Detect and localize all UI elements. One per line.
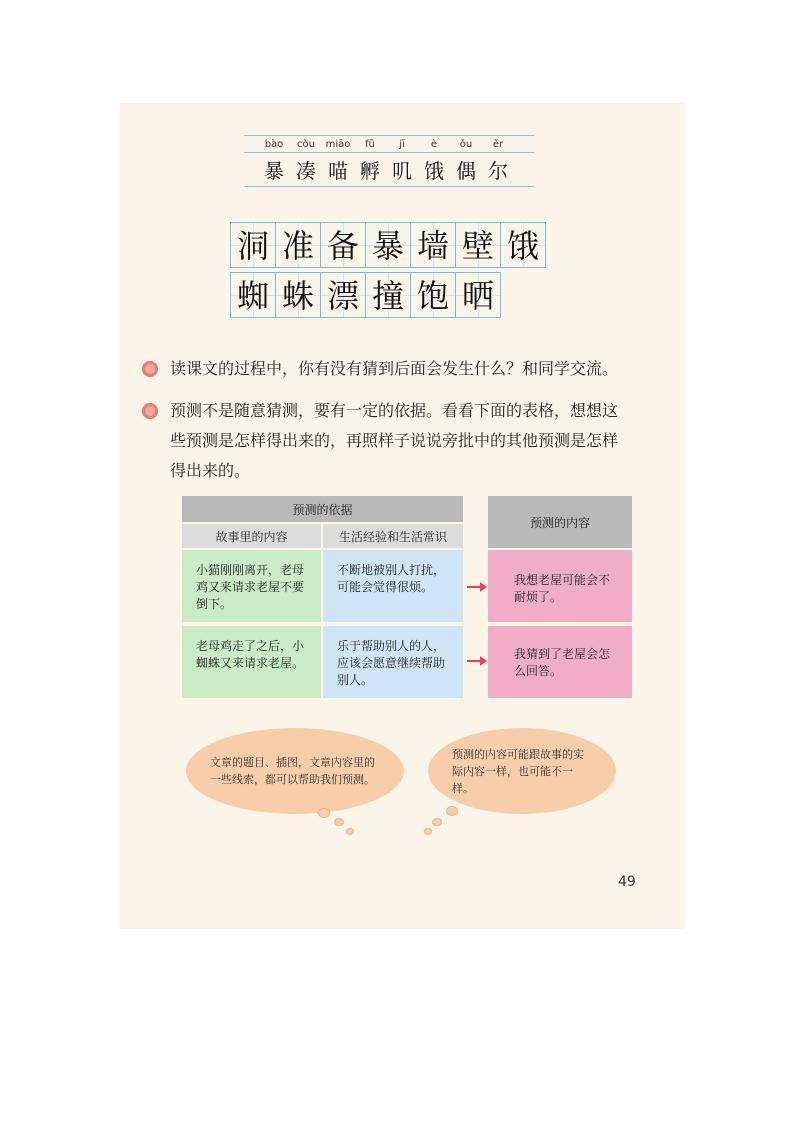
char: 壁	[461, 227, 494, 265]
question-1	[146, 354, 646, 384]
char: 晒	[461, 277, 494, 315]
hanzi-row	[258, 155, 514, 184]
grid-cell	[500, 222, 546, 268]
experience-col-header: 生活经验和生活常识	[323, 524, 463, 548]
grid-cell	[410, 222, 456, 268]
experience-cell: 乐于帮助别人的人，应该会愿意继续帮助别人。	[323, 626, 463, 698]
pinyin: còu	[297, 139, 315, 150]
hanzi: 偶	[456, 159, 476, 183]
grid-cell	[320, 272, 366, 318]
story-cell: 老母鸡走了之后，小蜘蛛又来请求老屋。	[182, 626, 321, 698]
experience-cell: 不断地被别人打扰，可能会觉得很烦。	[323, 550, 463, 622]
thought-dot	[432, 818, 442, 826]
pinyin: jī	[399, 139, 405, 150]
char: 暴	[371, 227, 404, 265]
thought-dot	[334, 818, 344, 826]
hanzi: 凑	[296, 159, 316, 183]
pinyin-rule	[244, 152, 534, 153]
question-bullet-icon	[142, 403, 158, 419]
pinyin-row	[258, 139, 514, 150]
grid-cell	[230, 272, 276, 318]
char: 备	[326, 227, 359, 265]
hanzi: 饿	[424, 159, 444, 183]
char: 漂	[326, 277, 359, 315]
char: 撞	[371, 277, 404, 315]
grid-cell	[320, 222, 366, 268]
bubble-text: 预测的内容可能跟故事的实际内容一样，也可能不一样。	[452, 747, 584, 795]
pinyin: fū	[365, 139, 375, 150]
thought-dot	[318, 808, 330, 818]
basis-header: 预测的依据	[182, 496, 463, 522]
bubble-text: 文章的题目、插图，文章内容里的一些线索，都可以帮助我们预测。	[210, 756, 375, 786]
question-text: 读课文的过程中，你有没有猜到后面会发生什么？和同学交流。	[170, 359, 619, 378]
prediction-cell: 我猜到了老屋会怎么回答。	[488, 626, 632, 698]
arrow-icon	[467, 586, 485, 588]
grid-cell	[275, 272, 321, 318]
pinyin: è	[430, 139, 438, 150]
char: 蜘	[236, 277, 269, 315]
char: 饿	[506, 227, 539, 265]
arrow-icon	[467, 660, 485, 662]
char: 蛛	[281, 277, 314, 315]
pinyin: ǒu	[459, 139, 473, 150]
question-2	[146, 396, 626, 486]
hanzi: 尔	[488, 159, 508, 183]
top-rule	[244, 135, 534, 136]
thought-dot	[346, 828, 354, 835]
hanzi: 叽	[392, 159, 412, 183]
bottom-rule	[244, 186, 534, 187]
thought-bubble	[186, 728, 404, 814]
question-bullet-icon	[142, 361, 158, 377]
thought-dot	[446, 806, 458, 816]
vocab-pinyin-band	[244, 135, 534, 189]
grid-cell	[455, 272, 501, 318]
story-col-header: 故事里的内容	[182, 524, 321, 548]
grid-cell	[365, 222, 411, 268]
grid-row-2	[230, 272, 545, 318]
pinyin: bào	[264, 139, 284, 150]
char: 饱	[416, 277, 449, 315]
hanzi: 暴	[264, 159, 284, 183]
page-number: 49	[618, 874, 636, 890]
grid-row-1	[230, 222, 545, 268]
question-text: 预测不是随意猜测，要有一定的依据。看看下面的表格，想想这些预测是怎样得出来的，再照样子说说旁批中的其他预测是怎样得出来的。	[170, 401, 619, 480]
pinyin: miāo	[325, 139, 351, 150]
char: 墙	[416, 227, 449, 265]
grid-cell	[455, 222, 501, 268]
hanzi: 孵	[360, 159, 380, 183]
hanzi: 喵	[328, 159, 348, 183]
grid-cell	[230, 222, 276, 268]
char: 准	[281, 227, 314, 265]
grid-cell	[275, 222, 321, 268]
prediction-cell: 我想老屋可能会不耐烦了。	[488, 550, 632, 622]
pinyin: ěr	[492, 139, 504, 150]
grid-cell	[365, 272, 411, 318]
content-header: 预测的内容	[488, 496, 632, 548]
writing-grid	[230, 222, 545, 322]
story-cell: 小猫刚刚离开，老母鸡又来请求老屋不要倒下。	[182, 550, 321, 622]
grid-cell	[410, 272, 456, 318]
thought-bubble	[428, 728, 616, 814]
thought-dot	[424, 828, 432, 835]
char: 洞	[236, 227, 269, 265]
